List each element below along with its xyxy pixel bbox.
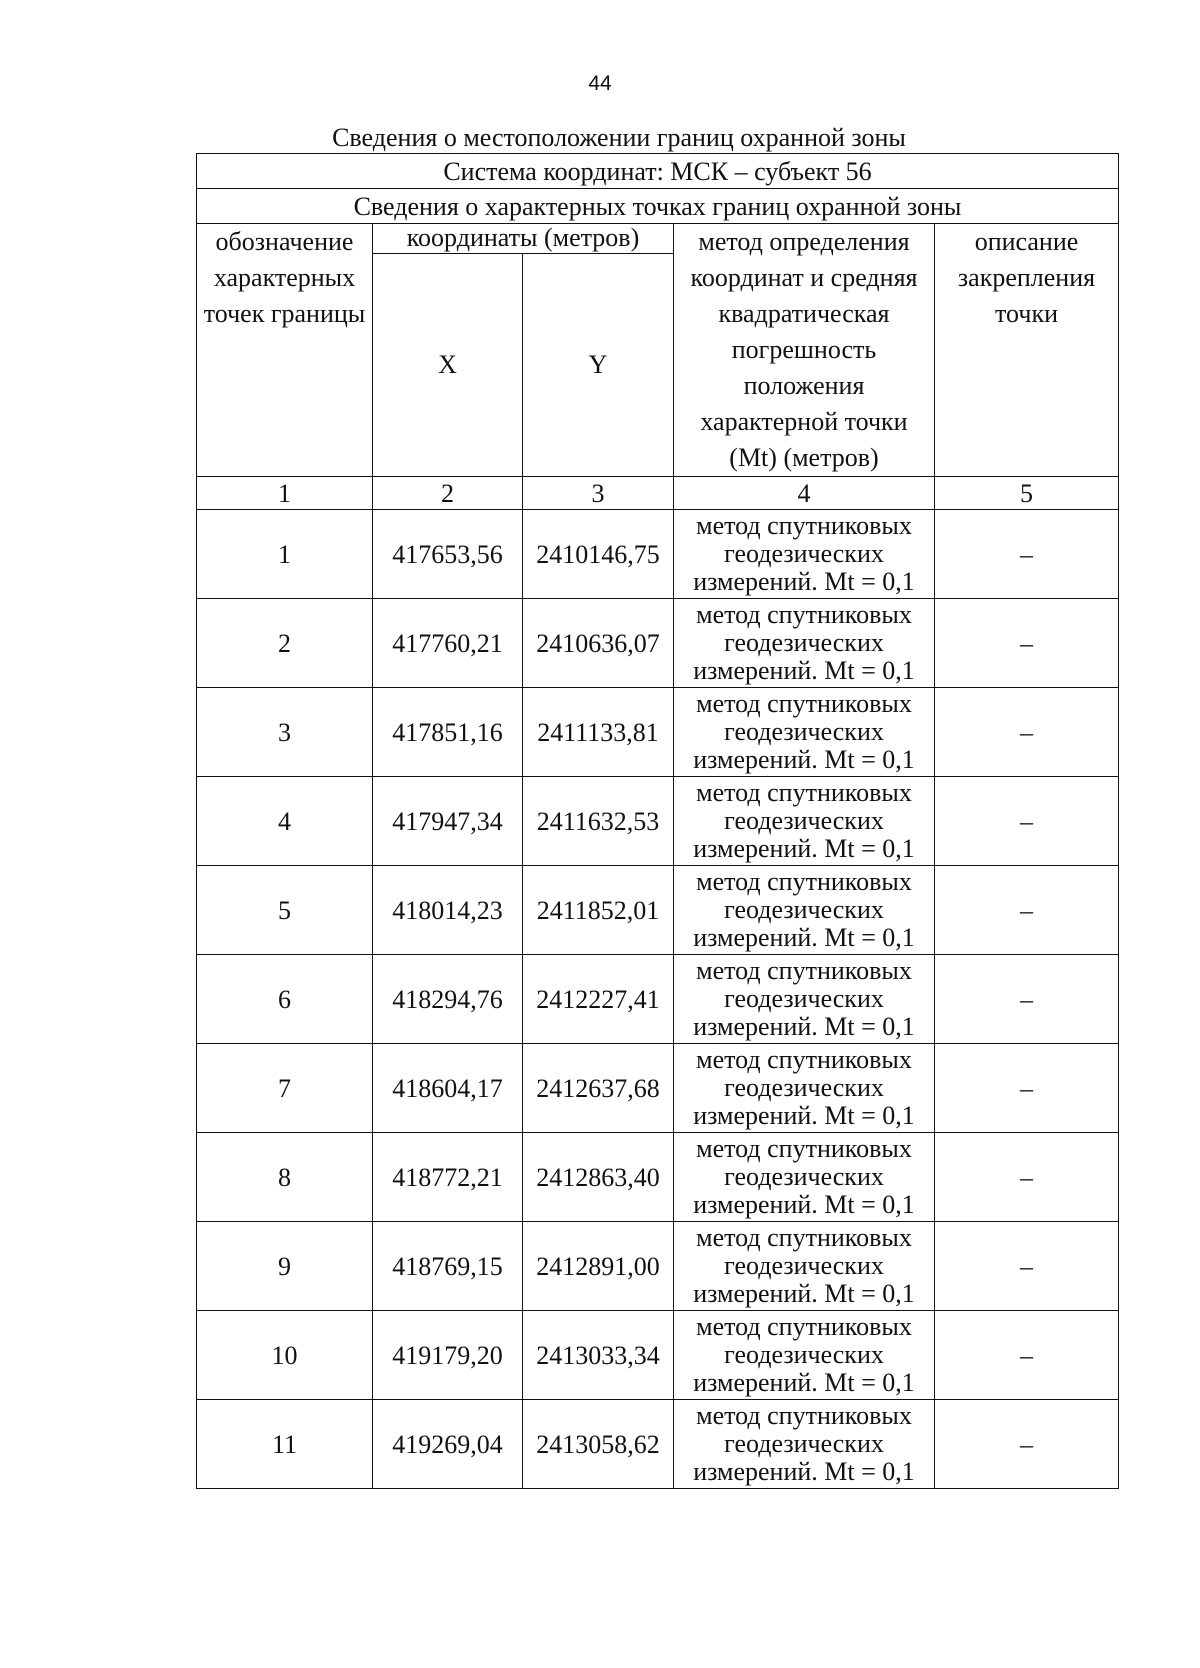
point-number-cell: 3 (197, 688, 373, 777)
page-number: 44 (588, 72, 612, 95)
y-coordinate-cell: 2412227,41 (523, 955, 674, 1044)
x-coordinate-cell: 418769,15 (373, 1222, 523, 1311)
y-coordinate-cell: 2412863,40 (523, 1133, 674, 1222)
description-cell: – (935, 866, 1119, 955)
y-coordinate-cell: 2413033,34 (523, 1311, 674, 1400)
table-row (197, 1311, 1119, 1400)
method-cell: метод спутниковых геодезических измерений. Mt = 0,1 (674, 1311, 935, 1400)
y-coordinate-cell: 2411632,53 (523, 777, 674, 866)
method-cell: метод спутниковых геодезических измерений. Mt = 0,1 (674, 510, 935, 599)
point-number-cell: 8 (197, 1133, 373, 1222)
table-row (197, 955, 1119, 1044)
method-cell: метод спутниковых геодезических измерений. Mt = 0,1 (674, 1133, 935, 1222)
description-cell: – (935, 510, 1119, 599)
y-coordinate-cell: 2412891,00 (523, 1222, 674, 1311)
x-coordinate-cell: 419269,04 (373, 1400, 523, 1489)
method-cell: метод спутниковых геодезических измерений. Mt = 0,1 (674, 777, 935, 866)
y-coordinate-cell: 2413058,62 (523, 1400, 674, 1489)
point-number-cell: 4 (197, 777, 373, 866)
x-coordinate-cell: 418014,23 (373, 866, 523, 955)
point-number-cell: 10 (197, 1311, 373, 1400)
header-designation: обозначение характерных точек границы (197, 224, 373, 477)
description-cell: – (935, 1400, 1119, 1489)
point-number-cell: 6 (197, 955, 373, 1044)
description-cell: – (935, 777, 1119, 866)
method-cell: метод спутниковых геодезических измерений. Mt = 0,1 (674, 688, 935, 777)
point-number-cell: 11 (197, 1400, 373, 1489)
table-row (197, 688, 1119, 777)
point-number-cell: 5 (197, 866, 373, 955)
table-row (197, 1222, 1119, 1311)
x-coordinate-cell: 417947,34 (373, 777, 523, 866)
method-cell: метод спутниковых геодезических измерений. Mt = 0,1 (674, 955, 935, 1044)
method-cell: метод спутниковых геодезических измерений. Mt = 0,1 (674, 599, 935, 688)
table-row (197, 1044, 1119, 1133)
table-row (197, 510, 1119, 599)
column-number-2: 2 (373, 477, 523, 510)
table-row (197, 599, 1119, 688)
table-row (197, 1400, 1119, 1489)
column-number-4: 4 (674, 477, 935, 510)
header-x: X (373, 253, 523, 476)
header-method: метод определения координат и средняя квадратическая погрешность положения характерной точки (Mt) (метров) (674, 224, 935, 477)
description-cell: – (935, 1311, 1119, 1400)
description-cell: – (935, 1222, 1119, 1311)
description-cell: – (935, 1133, 1119, 1222)
y-coordinate-cell: 2410146,75 (523, 510, 674, 599)
column-number-1: 1 (197, 477, 373, 510)
document-title: Сведения о местоположении границ охранной зоны (332, 123, 906, 152)
x-coordinate-cell: 417653,56 (373, 510, 523, 599)
header-description: описание закрепления точки (935, 224, 1119, 477)
column-number-3: 3 (523, 477, 674, 510)
table-row (197, 1133, 1119, 1222)
point-number-cell: 1 (197, 510, 373, 599)
x-coordinate-cell: 418772,21 (373, 1133, 523, 1222)
method-cell: метод спутниковых геодезических измерений. Mt = 0,1 (674, 1222, 935, 1311)
y-coordinate-cell: 2410636,07 (523, 599, 674, 688)
column-number-5: 5 (935, 477, 1119, 510)
x-coordinate-cell: 417760,21 (373, 599, 523, 688)
point-number-cell: 9 (197, 1222, 373, 1311)
method-cell: метод спутниковых геодезических измерений. Mt = 0,1 (674, 1400, 935, 1489)
header-coordinates: координаты (метров) (373, 224, 674, 254)
points-section-header: Сведения о характерных точках границ охранной зоны (197, 189, 1119, 224)
x-coordinate-cell: 418604,17 (373, 1044, 523, 1133)
y-coordinate-cell: 2411133,81 (523, 688, 674, 777)
description-cell: – (935, 688, 1119, 777)
x-coordinate-cell: 418294,76 (373, 955, 523, 1044)
point-number-cell: 7 (197, 1044, 373, 1133)
description-cell: – (935, 1044, 1119, 1133)
x-coordinate-cell: 419179,20 (373, 1311, 523, 1400)
table-row (197, 866, 1119, 955)
y-coordinate-cell: 2411852,01 (523, 866, 674, 955)
method-cell: метод спутниковых геодезических измерений. Mt = 0,1 (674, 1044, 935, 1133)
table-row (197, 777, 1119, 866)
point-number-cell: 2 (197, 599, 373, 688)
description-cell: – (935, 955, 1119, 1044)
header-y: Y (523, 253, 674, 476)
boundary-points-table (196, 153, 1119, 1489)
x-coordinate-cell: 417851,16 (373, 688, 523, 777)
coordinate-system-header: Система координат: МСК – субъект 56 (197, 154, 1119, 189)
method-cell: метод спутниковых геодезических измерений. Mt = 0,1 (674, 866, 935, 955)
description-cell: – (935, 599, 1119, 688)
y-coordinate-cell: 2412637,68 (523, 1044, 674, 1133)
